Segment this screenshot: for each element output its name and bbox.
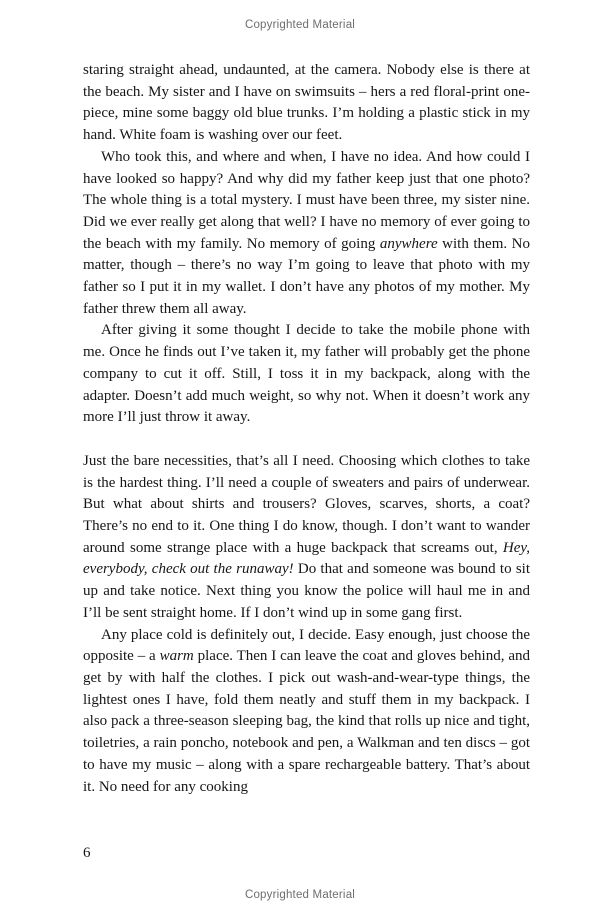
text-run: place. Then I can leave the coat and gloves behind, and get by with half the clothes. I pick out wash-and-wear-type things, the lightest ones I have, fold them neatly and stuff them in my backpack. I also pack a three-season sleeping bag, the kind that rolls up nice and tight, toiletries, a rain poncho, notebook and pen, a Walkman and ten discs – got to have my music – along with a spare rechargeable battery. That’s about it. No need for any cooking [83,648,530,795]
body-text [83,60,530,798]
text-run: After giving it some thought I decide to take the mobile phone with me. Once he finds out I’ve taken it, my father will probably get the phone company to cut it off. Still, I toss it in my backpack, along with the adapter. Doesn’t add much weight, so why not. When it doesn’t work any more I’ll just throw it away. [83,322,530,426]
paragraph [83,60,530,147]
text-run: Who took this, and where and when, I have no idea. And how could I have looked so happy? And why did my father keep just that one photo? The whole thing is a total mystery. I must have been three, my sister nine. Did we ever really get along that well? I have no memory of ever going to the beach with my family. No memory of going [83,148,530,252]
text-run: with them. No matter, though – there’s no way I’m going to leave that photo with my father so I put it in my wallet. I don’t have any photos of my mother. My father threw them all away. [83,235,530,317]
text-run: staring straight ahead, undaunted, at the camera. Nobody else is there at the beach. My sister and I have on swimsuits – hers a red floral-print one-piece, mine some baggy old blue trunks. I’m holding a plastic stick in my hand. White foam is washing over our feet. [83,62,530,144]
italic-run: warm [159,648,194,665]
paragraph [83,451,530,625]
paragraph [83,320,530,429]
text-run: Just the bare necessities, that’s all I need. Choosing which clothes to take is the hardest thing. I’ll need a couple of sweaters and pairs of underwear. But what about shirts and trousers? Gloves, scarves, shorts, a coat? There’s no end to it. One thing I do know, though. I don’t want to wander around some strange place with a huge backpack that screams out, [83,452,530,556]
paragraph [83,625,530,799]
copyright-notice-bottom: Copyrighted Material [244,889,356,901]
italic-run: Hey, everybody, check out the runaway! [83,539,530,578]
page-number: 6 [83,845,91,861]
italic-run: anywhere [379,235,438,252]
copyright-notice-top: Copyrighted Material [244,19,356,31]
text-run: Do that and someone was bound to sit up and take notice. Next thing you know the police will haul me in and I’ll be sent straight home. If I don’t wind up in some gang first. [83,561,530,621]
text-run: Any place cold is definitely out, I decide. Easy enough, just choose the opposite – a [83,626,530,665]
paragraph [83,147,530,321]
